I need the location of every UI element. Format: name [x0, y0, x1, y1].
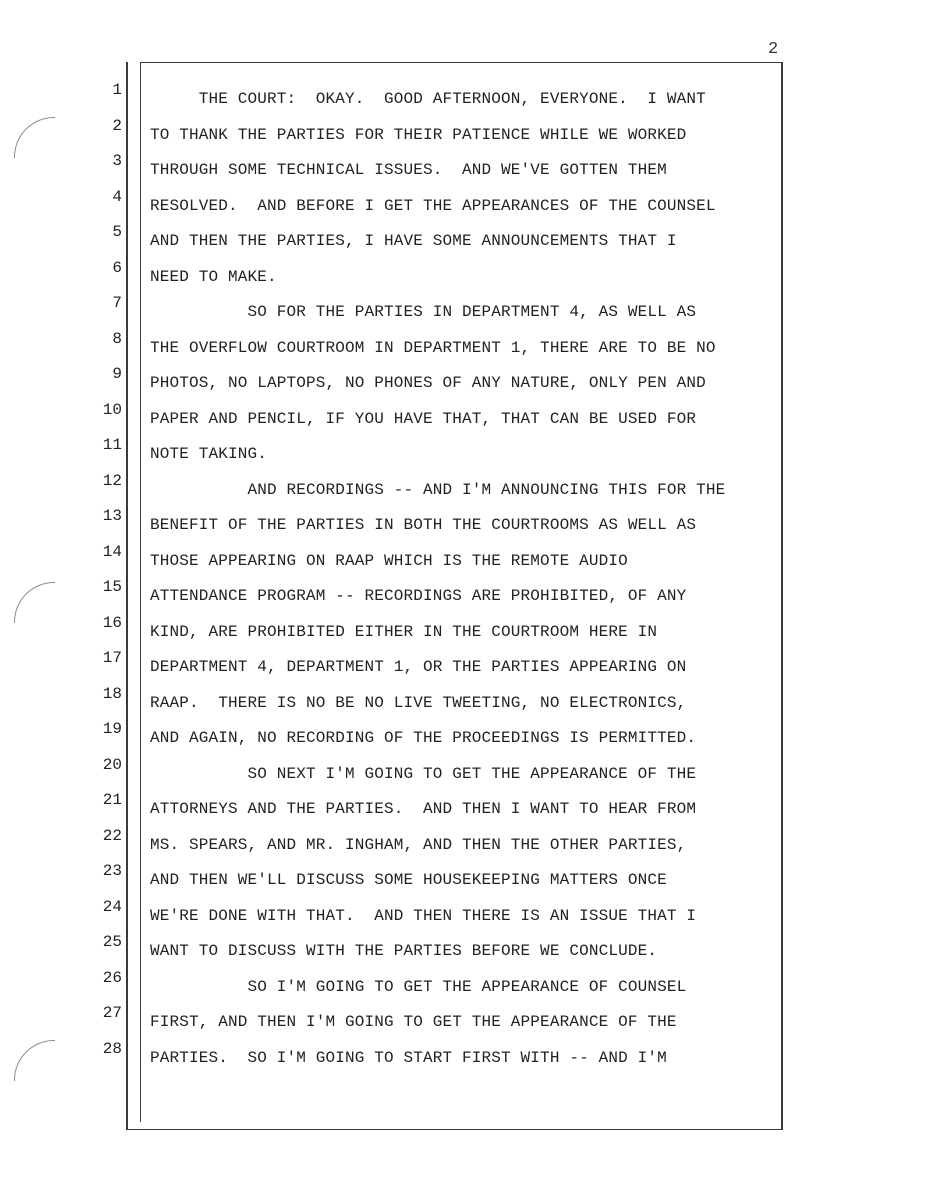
line-number: 21 — [102, 791, 122, 809]
transcript-line: WE'RE DONE WITH THAT. AND THEN THERE IS AN ISSUE THAT I — [150, 906, 697, 925]
transcript-line: AND RECORDINGS -- AND I'M ANNOUNCING THIS FOR THE — [150, 480, 726, 499]
transcript-line: ATTENDANCE PROGRAM -- RECORDINGS ARE PROHIBITED, OF ANY — [150, 587, 687, 605]
line-number: 14 — [102, 542, 122, 561]
transcript-line: KIND, ARE PROHIBITED EITHER IN THE COURTROOM HERE IN — [150, 622, 658, 641]
transcript-line: BENEFIT OF THE PARTIES IN BOTH THE COURTROOMS AS WELL AS — [150, 516, 697, 534]
frame-top-rule — [140, 62, 783, 63]
transcript-line: SO I'M GOING TO GET THE APPEARANCE OF COUNSEL — [150, 977, 687, 996]
line-number: 17 — [102, 649, 122, 667]
line-number: 7 — [112, 294, 122, 312]
transcript-line: WANT TO DISCUSS WITH THE PARTIES BEFORE WE CONCLUDE. — [150, 942, 658, 960]
transcript-line: SO FOR THE PARTIES IN DEPARTMENT 4, AS WELL AS — [150, 303, 697, 321]
transcript-line: PAPER AND PENCIL, IF YOU HAVE THAT, THAT CAN BE USED FOR — [150, 409, 697, 428]
line-number: 28 — [102, 1039, 122, 1058]
line-number: 10 — [102, 400, 122, 419]
punch-hole-top — [14, 117, 55, 158]
transcript-line: NOTE TAKING. — [150, 445, 268, 463]
line-number: 4 — [112, 187, 122, 206]
line-number-column — [78, 80, 122, 1074]
line-number: 1 — [112, 81, 122, 99]
line-number: 20 — [102, 755, 122, 774]
line-number: 26 — [102, 968, 122, 987]
line-number: 5 — [112, 223, 122, 241]
transcript-line: TO THANK THE PARTIES FOR THEIR PATIENCE WHILE WE WORKED — [150, 125, 687, 144]
transcript-line: PHOTOS, NO LAPTOPS, NO PHONES OF ANY NATURE, ONLY PEN AND — [150, 374, 706, 392]
line-number: 18 — [102, 684, 122, 703]
transcript-line: SO NEXT I'M GOING TO GET THE APPEARANCE OF THE — [150, 764, 697, 783]
line-number: 3 — [112, 152, 122, 170]
transcript-line: THROUGH SOME TECHNICAL ISSUES. AND WE'VE GOTTEN THEM — [150, 161, 667, 179]
line-number: 16 — [102, 613, 122, 632]
transcript-line: THE COURT: OKAY. GOOD AFTERNOON, EVERYONE. I WANT — [150, 90, 706, 108]
transcript-line: NEED TO MAKE. — [150, 267, 277, 286]
margin-rule — [140, 62, 141, 1122]
line-number: 23 — [102, 862, 122, 880]
line-number: 25 — [102, 933, 122, 951]
punch-hole-middle — [14, 582, 55, 623]
transcript-line: MS. SPEARS, AND MR. INGHAM, AND THEN THE OTHER PARTIES, — [150, 835, 687, 854]
transcript-line: AND AGAIN, NO RECORDING OF THE PROCEEDINGS IS PERMITTED. — [150, 729, 697, 747]
line-number: 13 — [102, 507, 122, 525]
line-number: 11 — [102, 436, 122, 454]
line-number: 6 — [112, 258, 122, 277]
line-number: 22 — [102, 826, 122, 845]
line-number: 27 — [102, 1004, 122, 1022]
line-number: 2 — [112, 116, 122, 135]
punch-hole-bottom — [14, 1040, 55, 1081]
transcript-line: RESOLVED. AND BEFORE I GET THE APPEARANCES OF THE COUNSEL — [150, 196, 716, 215]
line-number: 24 — [102, 897, 122, 916]
transcript-line: THOSE APPEARING ON RAAP WHICH IS THE REMOTE AUDIO — [150, 551, 628, 570]
transcript-line: FIRST, AND THEN I'M GOING TO GET THE APPEARANCE OF THE — [150, 1013, 677, 1031]
line-number: 12 — [102, 471, 122, 490]
transcript-line: AND THEN WE'LL DISCUSS SOME HOUSEKEEPING MATTERS ONCE — [150, 871, 667, 889]
transcript-line: THE OVERFLOW COURTROOM IN DEPARTMENT 1, THERE ARE TO BE NO — [150, 338, 716, 357]
transcript-line: AND THEN THE PARTIES, I HAVE SOME ANNOUNCEMENTS THAT I — [150, 232, 677, 250]
transcript-line: ATTORNEYS AND THE PARTIES. AND THEN I WANT TO HEAR FROM — [150, 800, 697, 818]
line-number: 8 — [112, 329, 122, 348]
line-number: 9 — [112, 365, 122, 383]
line-number: 15 — [102, 578, 122, 596]
page-number: 2 — [768, 40, 779, 59]
line-number: 19 — [102, 720, 122, 738]
transcript-body — [150, 88, 790, 1082]
transcript-line: PARTIES. SO I'M GOING TO START FIRST WITH -- AND I'M — [150, 1048, 667, 1067]
transcript-line: RAAP. THERE IS NO BE NO LIVE TWEETING, NO ELECTRONICS, — [150, 693, 687, 712]
transcript-line: DEPARTMENT 4, DEPARTMENT 1, OR THE PARTIES APPEARING ON — [150, 658, 687, 676]
